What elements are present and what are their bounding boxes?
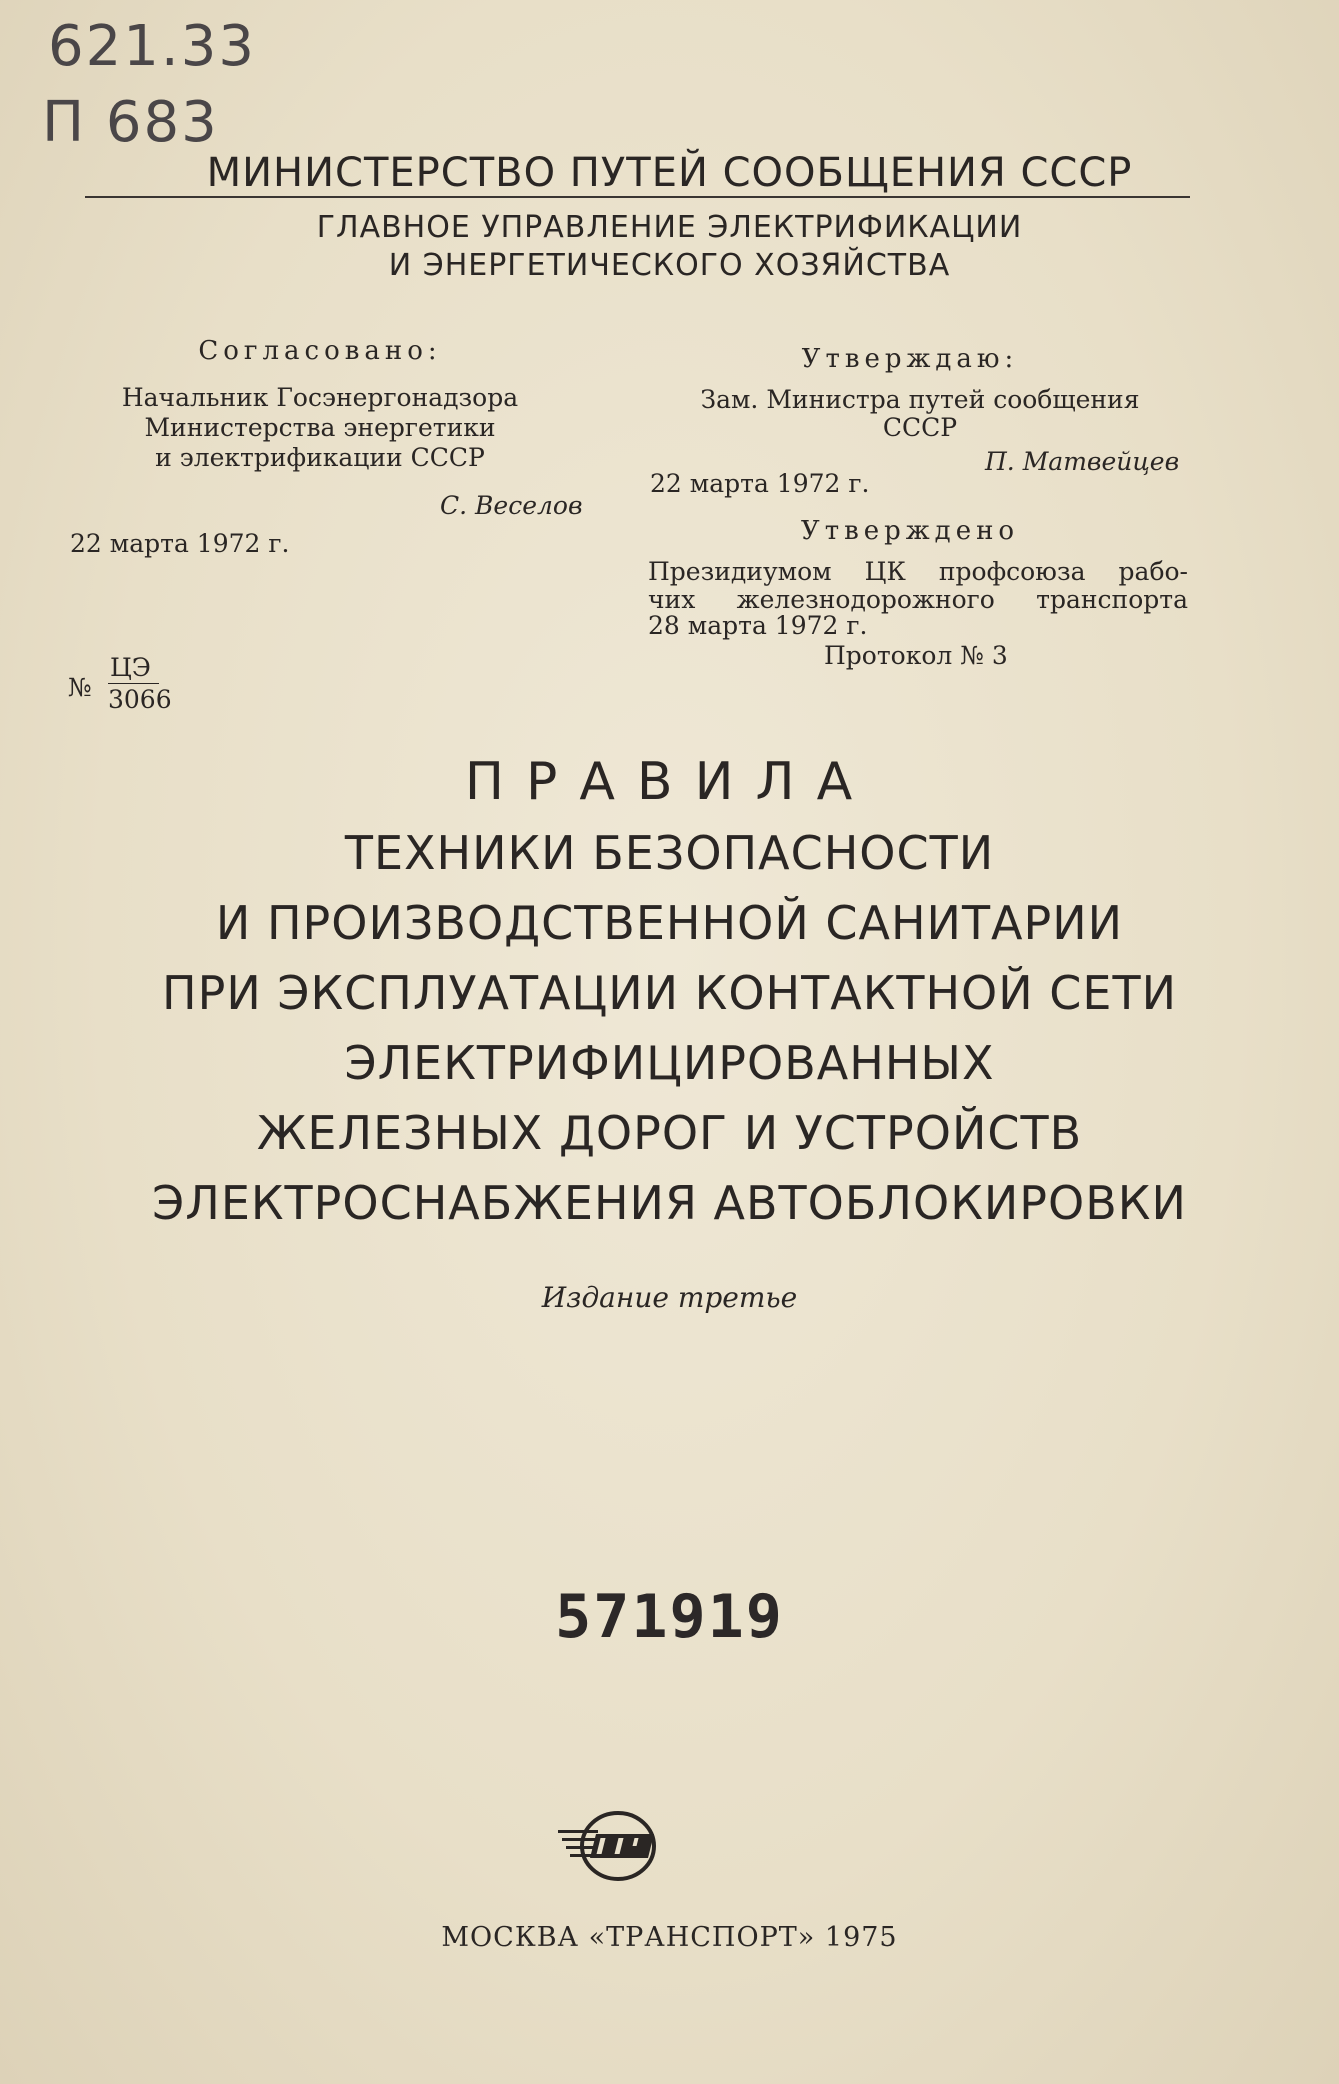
approved-heading: Утверждено — [800, 516, 1020, 546]
title-line-1: ТЕХНИКИ БЕЗОПАСНОСТИ — [344, 826, 995, 880]
handwritten-class-code: 621.33 — [48, 14, 256, 79]
number-sign: № — [68, 673, 92, 702]
title-line-4: ЭЛЕКТРИФИЦИРОВАННЫХ — [344, 1036, 995, 1090]
publisher-imprint: МОСКВА «ТРАНСПОРТ» 1975 — [441, 1922, 898, 1953]
title-main: ПРАВИЛА — [464, 752, 875, 812]
number-numerator: ЦЭ — [108, 652, 159, 684]
edition: Издание третье — [541, 1281, 798, 1314]
approve-heading: Утверждаю: — [801, 344, 1019, 374]
approved-line-2: чих железнодорожного транспорта — [648, 585, 1188, 614]
title-line-2: И ПРОИЗВОДСТВЕННОЙ САНИТАРИИ — [215, 896, 1124, 950]
department-line-1: ГЛАВНОЕ УПРАВЛЕНИЕ ЭЛЕКТРИФИКАЦИИ — [316, 210, 1023, 245]
agreed-line-3: и электрификации СССР — [155, 443, 485, 472]
title-line-5: ЖЕЛЕЗНЫХ ДОРОГ И УСТРОЙСТВ — [256, 1106, 1083, 1160]
handwritten-shelf-mark: П 683 — [42, 90, 219, 155]
approve-date: 22 марта 1972 г. — [650, 469, 870, 498]
agreed-line-1: Начальник Госэнергонадзора — [121, 383, 519, 412]
agreed-signatory: С. Веселов — [440, 491, 583, 520]
approved-line-1: Президиумом ЦК профсоюза рабо- — [648, 557, 1188, 586]
approve-line-2: СССР — [882, 413, 958, 442]
approved-protocol: Протокол № 3 — [824, 641, 1008, 670]
department-line-2: И ЭНЕРГЕТИЧЕСКОГО ХОЗЯЙСТВА — [388, 248, 951, 283]
approved-date: 28 марта 1972 г. — [648, 611, 868, 640]
agreed-date: 22 марта 1972 г. — [70, 529, 290, 558]
title-line-3: ПРИ ЭКСПЛУАТАЦИИ КОНТАКТНОЙ СЕТИ — [162, 966, 1177, 1020]
number-denominator: 3066 — [108, 685, 172, 714]
approve-signatory: П. Матвейцев — [985, 447, 1180, 476]
approve-line-1: Зам. Министра путей сообщения — [700, 385, 1140, 414]
header-rule — [85, 196, 1190, 198]
inventory-number-stamp: 571919 — [555, 1582, 784, 1652]
title-line-6: ЭЛЕКТРОСНАБЖЕНИЯ АВТОБЛОКИРОВКИ — [152, 1176, 1187, 1230]
ministry-heading: МИНИСТЕРСТВО ПУТЕЙ СООБЩЕНИЯ СССР — [206, 150, 1133, 196]
agreed-heading: Согласовано: — [198, 336, 442, 366]
agreed-line-2: Министерства энергетики — [144, 413, 496, 442]
transport-publisher-logo-icon — [556, 1808, 666, 1884]
number-fraction — [108, 652, 172, 715]
